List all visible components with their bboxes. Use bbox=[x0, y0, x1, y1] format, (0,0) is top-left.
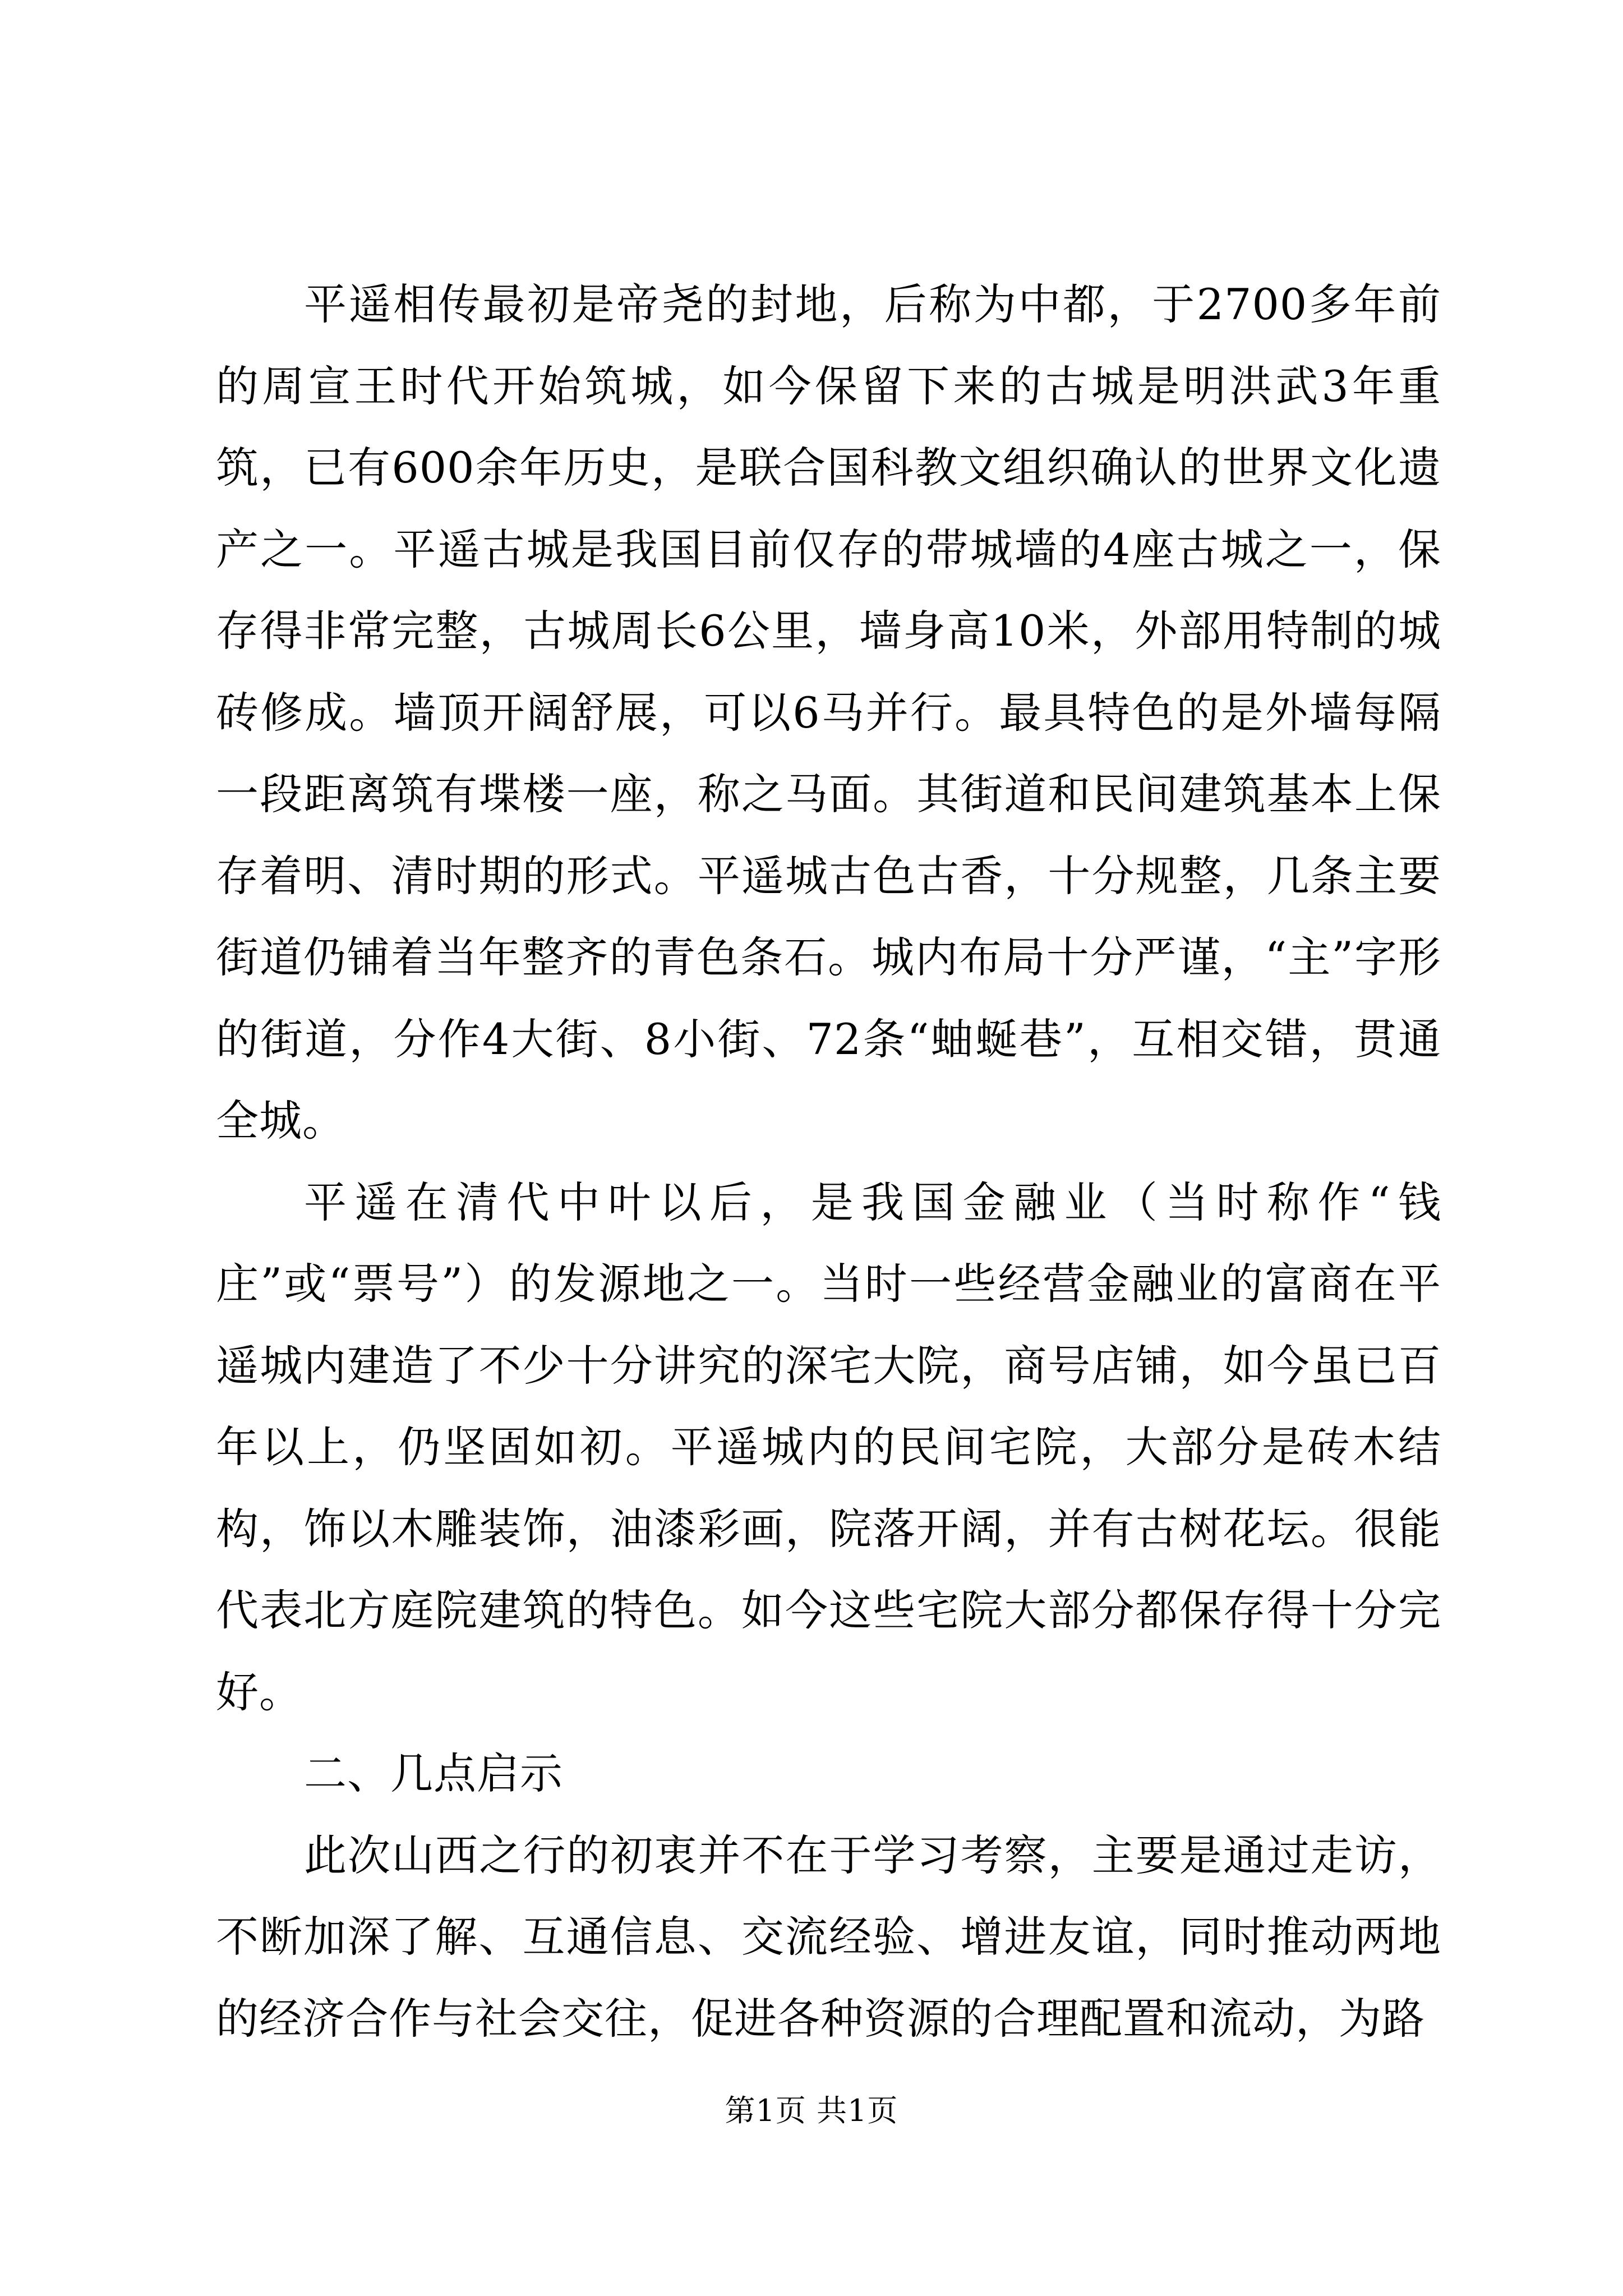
section-heading-insights: 二、几点启示 bbox=[304, 1749, 563, 1798]
page-number-footer: 第1页 共1页 bbox=[725, 2093, 898, 2128]
paragraph-trip-purpose: 此次山西之行的初衷并不在于学习考察，主要是通过走访，不断加深了解、互通信息、交流经验、增进友谊，同时推动两地的经济合作与社会交往，促进各种资源的合理配置和流动，为路 bbox=[216, 1830, 1441, 2044]
document-body bbox=[216, 264, 1441, 2059]
paragraph-pingyao-history: 平遥相传最初是帝尧的封地，后称为中都，于2700多年前的周宣王时代开始筑城，如今保留下来的古城是明洪武3年重筑，已有600余年历史，是联合国科教文组织确认的世界文化遗产之一。平遥古城是我国目前仅存的带城墙的4座古城之一，保存得非常完整，古城周长6公里，墙身高10米，外部用特制的城砖修成。墙顶开阔舒展，可以6马并行。最具特色的是外墙每隔一段距离筑有堞楼一座，称之马面。其街道和民间建筑基本上保存着明、清时期的形式。平遥城古色古香，十分规整，几条主要街道仍铺着当年整齐的青色条石。城内布局十分严谨，“主”字形的街道，分作4大街、8小街、72条“蚰蜒巷”，互相交错，贯通全城。 bbox=[216, 279, 1441, 1145]
paragraph-pingyao-finance: 平遥在清代中叶以后，是我国金融业（当时称作“钱庄”或“票号”）的发源地之一。当时一些经营金融业的富商在平遥城内建造了不少十分讲究的深宅大院，商号店铺，如今虽已百年以上，仍坚固如初。平遥城内的民间宅院，大部分是砖木结构，饰以木雕装饰，油漆彩画，院落开阔，并有古树花坛。很能代表北方庭院建筑的特色。如今这些宅院大部分都保存得十分完好。 bbox=[216, 1177, 1441, 1717]
